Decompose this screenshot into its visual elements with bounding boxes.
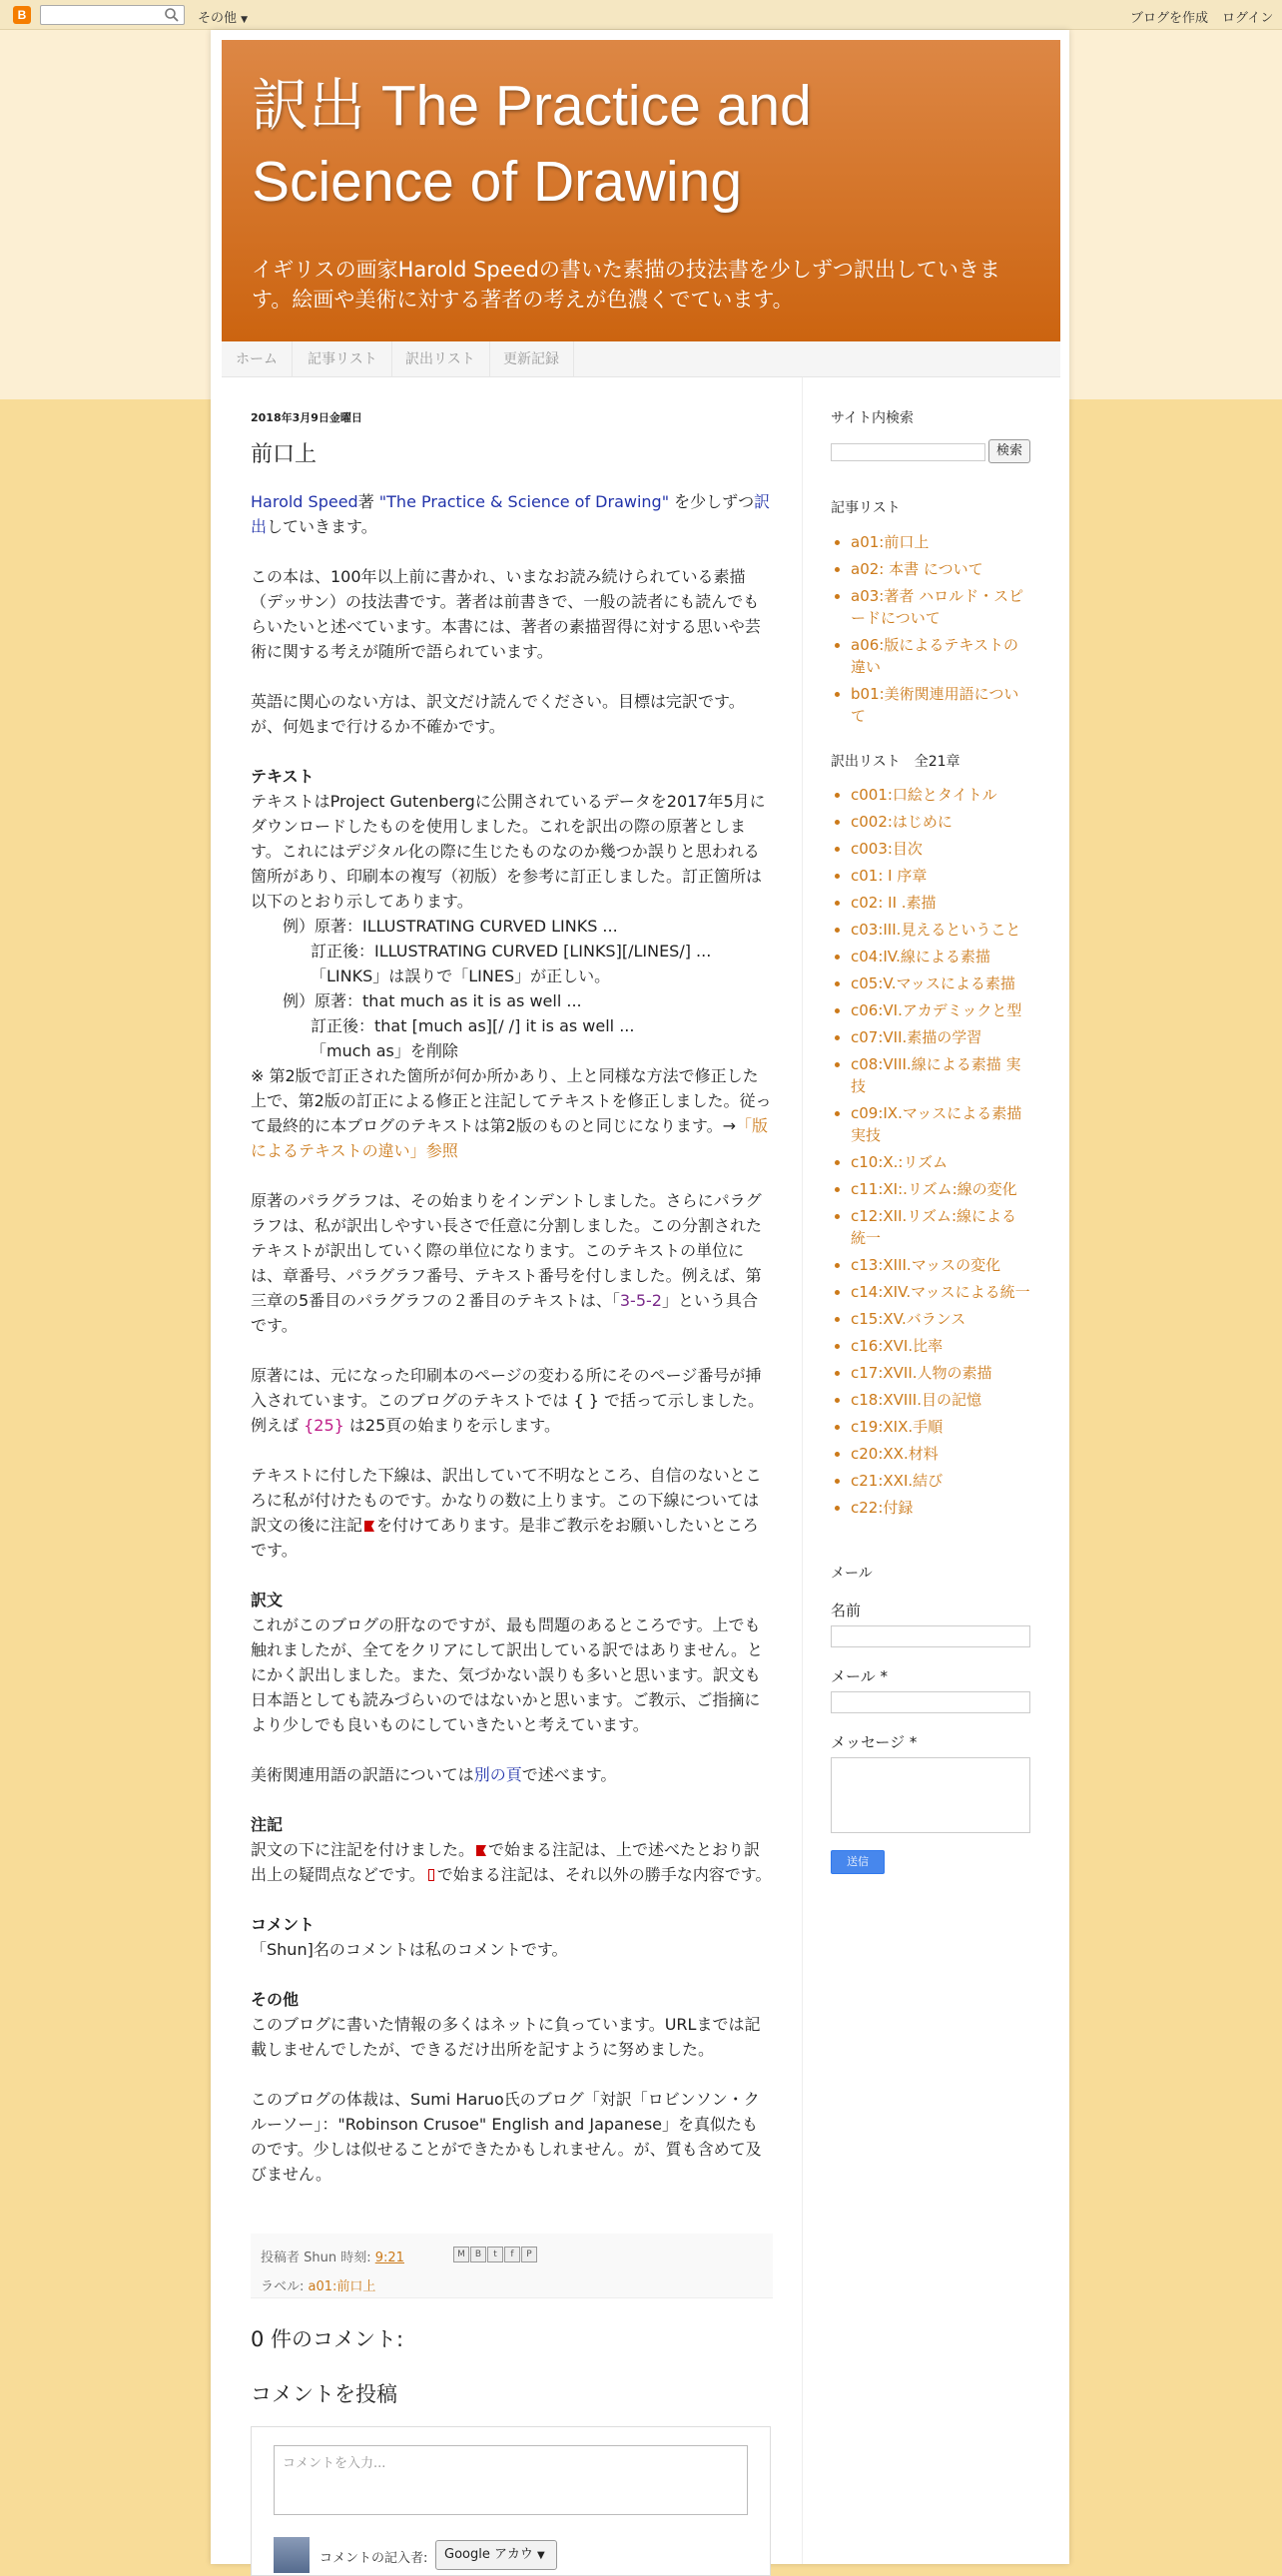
blogthis-share-icon[interactable]: B <box>470 2247 486 2262</box>
translation-list-item[interactable] <box>851 919 1030 941</box>
intro-text: していきます。 <box>267 517 377 536</box>
translation-list-item[interactable] <box>851 946 1030 967</box>
example2-fixed: 訂正後：that [much as][/ /] it is as well ... <box>311 1016 635 1035</box>
translation-list-item-label[interactable]: c03:III.見えるということ <box>851 921 1021 939</box>
translation-list-item[interactable] <box>851 999 1030 1021</box>
translations-list <box>831 784 1030 1524</box>
translation-list-item-label[interactable]: c22:付録 <box>851 1499 914 1517</box>
site-search-input[interactable] <box>831 443 985 461</box>
intro-text: 著 <box>357 492 379 511</box>
avatar <box>274 2537 310 2573</box>
section-heading-other: その他 <box>251 1990 300 2009</box>
pinterest-share-icon[interactable]: P <box>521 2247 537 2262</box>
translation-list-item[interactable] <box>851 1362 1030 1384</box>
reference-text: 参照 <box>425 1141 458 1160</box>
translation-list-item[interactable] <box>851 784 1030 806</box>
comment-count-title: 0 件のコメント: <box>251 2327 404 2351</box>
sidebar-divider <box>802 377 803 2564</box>
text-description: テキストはProject Gutenbergに公開されているデータを2017年5月にダウンロードしたものを使用しました。これを訳出の際の原著とします。これにはデジタル化の際に生じたものなのか幾つか誤りと思われる箇所があり、印刷本の複写（初版）を参考に訂正しました。訂正箇所は以下のとおり示してあります。 <box>251 792 766 911</box>
paragraph-numbering-text: 原著のパラグラフは、その始まりをインデントしました。さらにパラグラフは、私が訳出しやすい長さで任意に分割しました。この分割されたテキストが訳出していく際の単位になります。このテキストの単位には、章番号、パラグラフ番号、テキスト番号を付しました。例えば、第三章の5番目のパラグラフの２番目のテキストは、「 <box>251 1191 763 1310</box>
translation-list-item-label[interactable]: c001:口絵とタイトル <box>851 786 997 804</box>
translation-list-item-label[interactable]: c002:はじめに <box>851 813 953 831</box>
translation-list-item[interactable] <box>851 1497 1030 1519</box>
translation-list-item-label[interactable]: c21:XXI.結び <box>851 1472 944 1490</box>
translation-list-item-label[interactable]: c04:IV.線による素描 <box>851 948 990 966</box>
translation-list-item-label[interactable]: c10:X.:リズム <box>851 1153 949 1171</box>
translation-list-item[interactable] <box>851 1389 1030 1411</box>
notes-text: 訳文の下に注記を付けました。 <box>251 1840 475 1859</box>
other-page-link[interactable]: 別の頁 <box>473 1765 522 1784</box>
email-share-icon[interactable]: M <box>453 2247 469 2262</box>
red-flag-icon <box>364 1521 374 1532</box>
tab-update-log[interactable]: 更新記録 <box>489 341 574 377</box>
articles-list <box>831 531 1030 732</box>
example2-original: 例）原著：that much as it is as well ... <box>283 991 582 1010</box>
version-difference-link[interactable]: 「版によるテキストの違い」 <box>251 1116 769 1160</box>
article-list-item-label[interactable]: b01:美術関連用語について <box>851 685 1019 725</box>
art-terms-paragraph <box>251 1762 773 1787</box>
comment-form <box>251 2426 771 2576</box>
send-button[interactable]: 送信 <box>831 1850 885 1874</box>
art-terms-text: 美術関連用語の訳語については <box>251 1765 474 1784</box>
blogger-logo-icon[interactable]: B <box>13 6 31 24</box>
book-link[interactable]: "The Practice & Science of Drawing" <box>378 492 670 511</box>
article-list-item-label[interactable]: a01:前口上 <box>851 533 930 551</box>
translation-list-item-label[interactable]: c16:XVI.比率 <box>851 1337 944 1355</box>
translation-list-item[interactable] <box>851 972 1030 994</box>
article-list-item-label[interactable]: a06:版によるテキストの違い <box>851 636 1019 676</box>
section-heading-notes: 注記 <box>251 1815 284 1834</box>
translation-list-item-label[interactable]: c14:XIV.マッスによる統一 <box>851 1283 1030 1301</box>
translation-list-item[interactable] <box>851 1416 1030 1438</box>
label-link[interactable]: a01:前口上 <box>308 2279 376 2294</box>
translation-list-item[interactable] <box>851 1335 1030 1357</box>
translation-list-item[interactable] <box>851 1026 1030 1048</box>
translation-list-item-label[interactable]: c20:XX.材料 <box>851 1445 939 1463</box>
comment-textarea[interactable]: コメントを入力... <box>274 2445 748 2515</box>
caret-down-icon: ▼ <box>241 15 249 25</box>
underline-text: テキストに付した下線は、訳出していて不明なところ、自信のないところに私が付けたものです。かなりの数に上ります。この下線については訳文の後に注記 <box>251 1466 762 1535</box>
search-icon[interactable] <box>164 7 180 23</box>
translation-list-item[interactable] <box>851 1102 1030 1146</box>
intro-paragraph <box>251 489 773 539</box>
style-text-tail: "Robinson Crusoe" English and Japanese」を真似たものです。少しは似せることができたかもしれません。が、質も含めて及びません。 <box>251 2115 762 2184</box>
notes-description <box>251 1837 773 1887</box>
translation-list-item[interactable] <box>851 1053 1030 1097</box>
translation-list-item[interactable] <box>851 1151 1030 1173</box>
site-search-title: サイト内検索 <box>831 410 915 426</box>
article-list-item[interactable] <box>851 531 1030 553</box>
section-heading-text: テキスト <box>251 767 315 786</box>
translation-list-item-label[interactable]: c15:XV.バランス <box>851 1310 966 1328</box>
translation-list-item-label[interactable]: c17:XVII.人物の素描 <box>851 1364 992 1382</box>
readers-paragraph: 英語に関心のない方は、訳文だけ読んでください。目標は完訳です。が、何処まで行けるか不確かです。 <box>251 692 745 736</box>
articles-title: 記事リスト <box>831 500 901 516</box>
red-flag-icon <box>476 1845 486 1856</box>
translation-description: これがこのブログの肝なのですが、最も問題のあるところです。上でも触れましたが、全てをクリアにして訳出している訳ではありません。とにかく訳出しました。また、気づかない誤りも多いと思います。訳文も日本語としても読みづらいのではないかと思います。ご教示、ご指摘により少しでも良いものにしていきたいと考えています。 <box>251 1615 763 1734</box>
underline-paragraph <box>251 1463 773 1563</box>
translation-list-item[interactable] <box>851 838 1030 860</box>
facebook-share-icon[interactable]: f <box>504 2247 520 2262</box>
page-number-link[interactable]: {25} <box>304 1416 344 1435</box>
translation-list-item[interactable] <box>851 865 1030 887</box>
post-comment-title: コメントを投稿 <box>251 2382 397 2406</box>
notes-text: で始まる注記は、上で述べたとおり訳出上の疑問点などです。 <box>251 1840 761 1884</box>
translation-list-item[interactable] <box>851 1281 1030 1303</box>
comments-description: 「Shun]名のコメントは私のコメントです。 <box>251 1940 568 1959</box>
intro-text: を少しずつ <box>669 492 755 511</box>
commenter-select[interactable] <box>435 2540 557 2570</box>
blog-title[interactable]: 訳出 The Practice and Science of Drawing <box>252 74 812 214</box>
commenter-label: コメントの記入者: <box>320 2551 428 2566</box>
example1-fixed: 訂正後：ILLUSTRATING CURVED [LINKS][/LINES/] ... <box>311 942 712 961</box>
translation-list-item-label[interactable]: c06:VI.アカデミックと型 <box>851 1001 1022 1019</box>
translation-list-item-label[interactable]: c12:XII.リズム:線による統一 <box>851 1207 1017 1247</box>
translation-list-item-label[interactable]: c11:XI:.リズム:線の変化 <box>851 1180 1017 1198</box>
email-label: メール * <box>831 1667 888 1685</box>
login-link[interactable]: ログイン <box>1222 11 1274 26</box>
translation-list-item-label[interactable]: c05:V.マッスによる素描 <box>851 974 1015 992</box>
post-time-link[interactable]: 9:21 <box>374 2251 404 2265</box>
translation-list-item[interactable] <box>851 1308 1030 1330</box>
post-date: 2018年3月9日金曜日 <box>251 411 362 424</box>
page-number-paragraph <box>251 1363 773 1438</box>
style-paragraph <box>251 2087 773 2187</box>
page-tabs <box>222 341 1060 377</box>
navbar-more-menu[interactable] <box>198 7 248 26</box>
navbar-more-label: その他 <box>198 11 238 26</box>
second-edition-text: ※ 第2版で訂正された箇所が何か所かあり、上と同様な方法で修正した上で、第2版の訂正による修正と注記してテキストを修正しました。従って最終的に本ブログのテキストは第2版のものと同じになります。→ <box>251 1066 772 1135</box>
second-edition-note <box>251 1063 773 1163</box>
message-textarea[interactable] <box>831 1757 1030 1833</box>
translation-list-item[interactable] <box>851 1443 1030 1465</box>
other-description: このブログに書いた情報の多くはネットに負っています。URLまでは記載しませんでしたが、できるだけ出所を記すように努めました。 <box>251 2015 761 2059</box>
section-heading-comments: コメント <box>251 1915 316 1934</box>
author-link[interactable]: Harold Speed <box>251 492 358 511</box>
translation-list-item-label[interactable]: c003:目次 <box>851 840 923 858</box>
blogger-navbar <box>0 0 1282 30</box>
style-text: このブログの体裁は、Sumi Haruo氏のブログ「対訳「ロビンソン・クルーソー」： <box>251 2090 760 2134</box>
example1-original: 例）原著：ILLUSTRATING CURVED LINKS ... <box>283 917 618 936</box>
article-list-item[interactable] <box>851 683 1030 727</box>
twitter-share-icon[interactable]: t <box>487 2247 503 2262</box>
notes-text: で始まる注記は、それ以外の勝手な内容です。 <box>436 1865 772 1884</box>
translation-list-item-label[interactable]: c09:IX.マッスによる素描 実技 <box>851 1104 1022 1144</box>
article-list-item-label[interactable]: a02: 本書 について <box>851 560 983 578</box>
outline-flag-icon <box>428 1869 434 1881</box>
post-title: 前口上 <box>251 442 318 467</box>
underline-text-tail: を付けてあります。是非ご教示をお願いしたいところです。 <box>251 1516 759 1560</box>
translation-list-item[interactable] <box>851 1254 1030 1276</box>
translation-list-item[interactable] <box>851 1178 1030 1200</box>
share-buttons <box>453 2246 538 2262</box>
posted-by-text: 投稿者 Shun 時刻: <box>261 2251 375 2265</box>
article-list-item-label[interactable]: a03:著者 ハロルド・スピードについて <box>851 587 1024 627</box>
translation-list-item[interactable] <box>851 892 1030 914</box>
translations-title: 訳出リスト 全21章 <box>831 754 961 770</box>
post-labels <box>261 2275 375 2294</box>
translation-list-item-label[interactable]: c19:XIX.手順 <box>851 1418 944 1436</box>
section-heading-translation: 訳文 <box>251 1591 284 1610</box>
chevron-down-icon: ▼ <box>537 2550 545 2561</box>
post-author-time <box>261 2247 404 2265</box>
art-terms-tail: で述べます。 <box>521 1765 617 1784</box>
blog-description: イギリスの画家Harold Speedの書いた素描の技法書を少しずつ訳出していきます。絵画や美術に対する著者の考えが色濃くでています。 <box>252 258 1000 312</box>
blog-header <box>222 40 1060 341</box>
translation-list-item[interactable] <box>851 1205 1030 1249</box>
paragraph-numbering-tail: 」という具合です。 <box>251 1291 758 1335</box>
translation-list-item-label[interactable]: c18:XVIII.目の記憶 <box>851 1391 981 1409</box>
tab-article-list[interactable]: 記事リスト <box>294 341 392 377</box>
translation-list-item-label[interactable]: c02: II .素描 <box>851 894 937 912</box>
message-label: メッセージ * <box>831 1733 918 1751</box>
post-body <box>251 489 773 2212</box>
translation-list-item-label[interactable]: c01: I 序章 <box>851 867 928 885</box>
translation-list-item[interactable] <box>851 811 1030 833</box>
create-blog-link[interactable]: ブログを作成 <box>1130 11 1209 26</box>
name-label: 名前 <box>831 1602 862 1619</box>
translation-list-item-label[interactable]: c07:VII.素描の学習 <box>851 1028 982 1046</box>
paragraph-numbering <box>251 1188 773 1338</box>
article-list-item[interactable] <box>851 558 1030 580</box>
email-input[interactable] <box>831 1691 1030 1713</box>
translation-list-item-label[interactable]: c13:XIII.マッスの変化 <box>851 1256 1001 1274</box>
tab-translation-list[interactable]: 訳出リスト <box>391 341 490 377</box>
tab-home[interactable]: ホーム <box>222 341 293 377</box>
mail-title: メール <box>831 1566 873 1582</box>
page-number-text: 原著には、元になった印刷本のページの変わる所にそのページ番号が挿入されています。このブログのテキストでは { } で括って示しました。例えば <box>251 1366 765 1435</box>
post-footer <box>251 2234 773 2298</box>
article-list-item[interactable] <box>851 634 1030 678</box>
translation-list-item-label[interactable]: c08:VIII.線による素描 実技 <box>851 1055 1021 1095</box>
about-book-paragraph: この本は、100年以上前に書かれ、いまなお読み続けられている素描（デッサン）の技法書です。著者は前書きで、一般の読者にも読んでもらいたいと述べています。本書には、著者の素描習得に対する思いや芸術に関する考えが随所で語られています。 <box>251 567 761 661</box>
site-search-button[interactable]: 検索 <box>988 439 1030 463</box>
labels-text: ラベル: <box>261 2279 309 2294</box>
example1-note: 「LINKS」は誤りで「LINES」が正しい。 <box>311 966 611 985</box>
translation-link[interactable]: 訳出 <box>251 492 771 536</box>
name-input[interactable] <box>831 1625 1030 1647</box>
article-list-item[interactable] <box>851 585 1030 629</box>
commenter-select-value: Google アカウ <box>444 2547 533 2562</box>
translation-list-item[interactable] <box>851 1470 1030 1492</box>
text-number-link[interactable]: 3-5-2 <box>619 1291 662 1310</box>
example2-note: 「much as」を削除 <box>311 1041 458 1060</box>
page-number-tail: は25頁の始まりを示します。 <box>343 1416 560 1435</box>
